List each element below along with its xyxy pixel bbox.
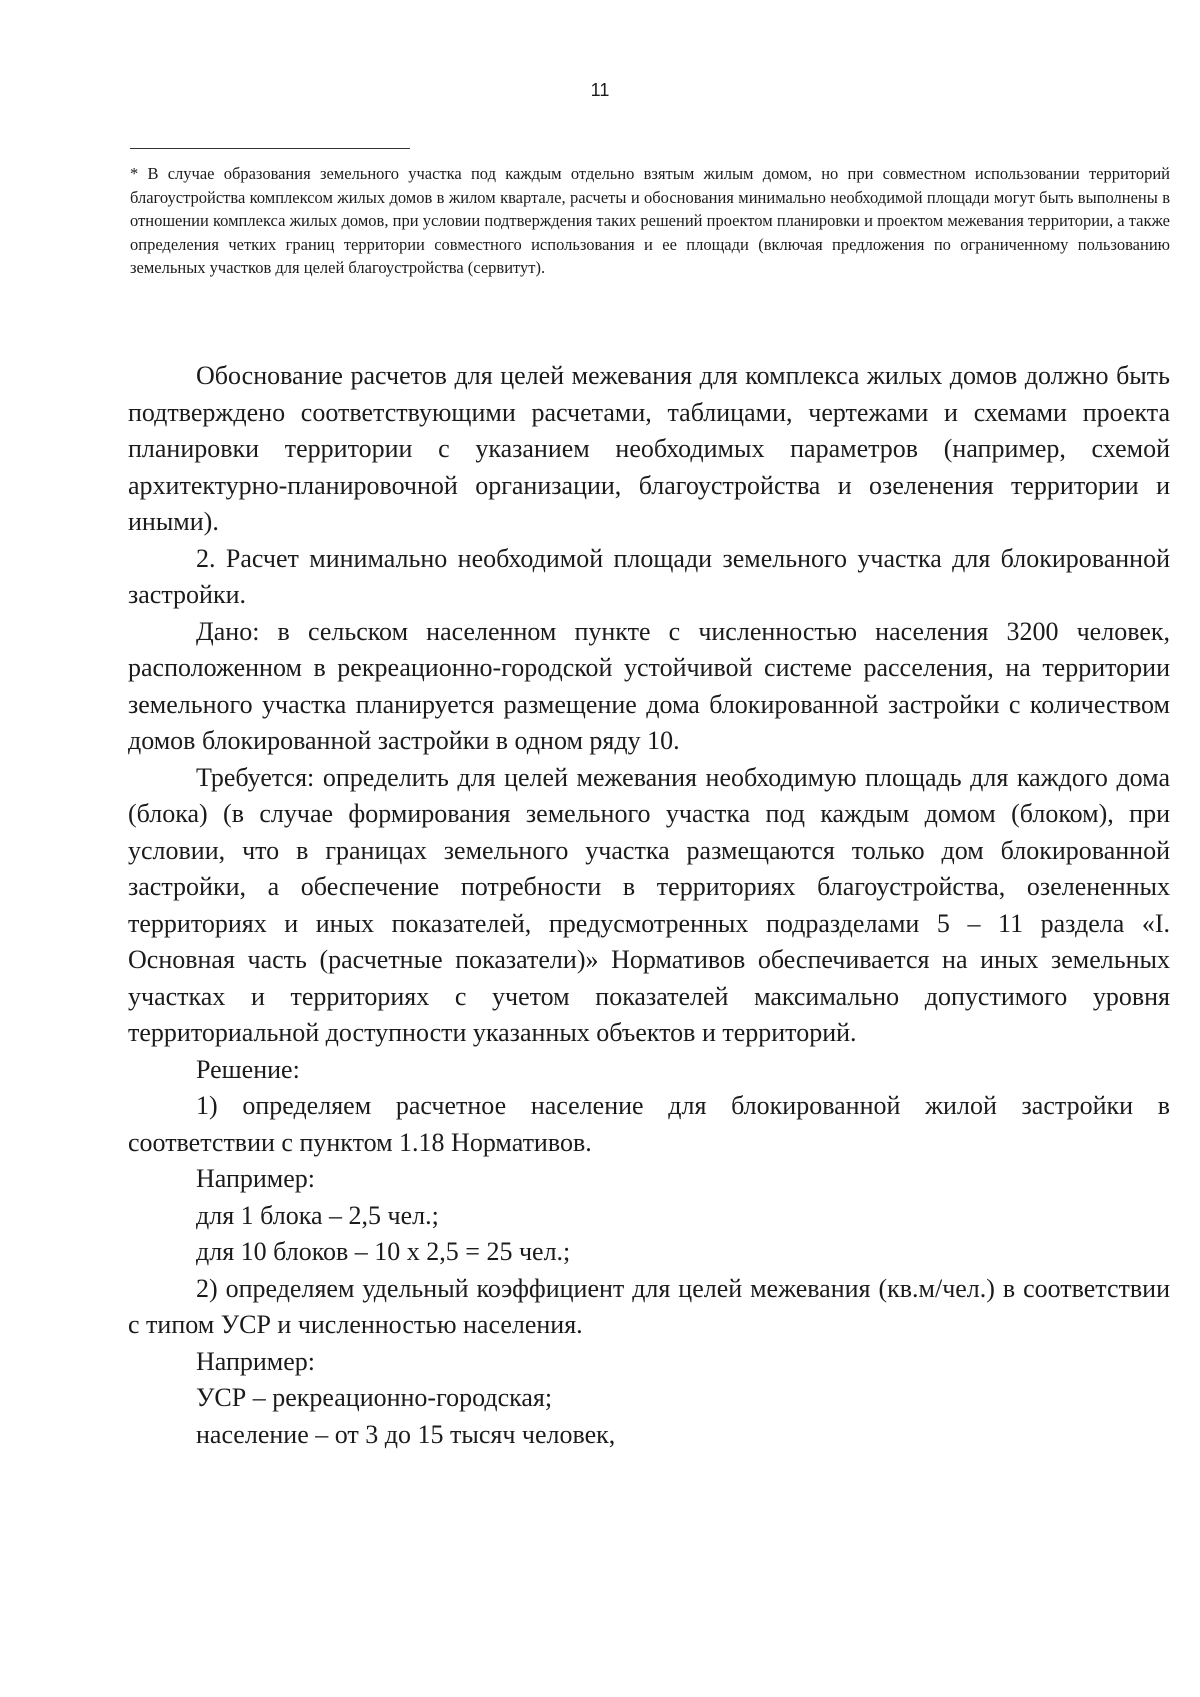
section-heading: 2. Расчет минимально необходимой площади земельного участка для блокированной застройки. xyxy=(128,543,1170,609)
example-1-line-2: для 10 блоков – 10 х 2,5 = 25 чел.; xyxy=(196,1237,571,1266)
paragraph-justification: Обоснование расчетов для целей межевания для комплекса жилых домов должно быть подтверждено соответствующими расчетами, таблицами, чертежами и схемами проекта планировки территории с указанием необходимых параметров (например, схемой архитектурно-планировочной организации, благоустройства и озеленения территории и иными). xyxy=(128,361,1170,536)
footnote-divider xyxy=(130,148,410,149)
solution-step-2: 2) определяем удельный коэффициент для целей межевания (кв.м/чел.) в соответствии с типом УСР и численностью населения. xyxy=(128,1273,1170,1339)
footnote: * В случае образования земельного участка под каждым отдельно взятым жилым домом, но при совместном использовании территорий благоустройства комплексом жилых домов в жилом квартале, расчеты и обоснования минимально необходимой площади могут быть выполнены в отношении комплекса жилых домов, при условии подтверждения таких решений проектом планировки и проектом межевания территории, а также определения четких границ территории совместного использования и ее площади (включая предложения по ограниченному пользованию земельных участков для целей благоустройства (сервитут). xyxy=(130,164,1170,277)
example-1-line-1: для 1 блока – 2,5 чел.; xyxy=(196,1200,439,1230)
example-2-line-2: население – от 3 до 15 тысяч человек, xyxy=(196,1419,616,1449)
example-2-label: Например: xyxy=(196,1346,316,1376)
paragraph-given: Дано: в сельском населенном пункте с численностью населения 3200 человек, расположенном в рекреационно-городской устойчивой системе расселения, на территории земельного участка планируется размещение дома блокированной застройки с количеством домов блокированной застройки в одном ряду 10. xyxy=(128,616,1170,755)
main-text xyxy=(128,358,1170,1453)
example-2-line-1: УСР – рекреационно-городская; xyxy=(196,1383,553,1412)
example-1-label: Например: xyxy=(196,1164,316,1193)
paragraph-required: Требуется: определить для целей межевания необходимую площадь для каждого дома (блока) (в случае формирования земельного участка под каждым домом (блоком), при условии, что в границах земельного участка размещаются только дом блокированной застройки, а обеспечение потребности в территориях благоустройства, озелененных территориях и иных показателей, предусмотренных подразделами 5 – 11 раздела «I. Основная часть (расчетные показатели)» Нормативов обеспечивается на иных земельных участках и территориях с учетом показателей максимально допустимого уровня территориальной доступности указанных объектов и территорий. xyxy=(128,762,1170,1047)
solution-step-1: 1) определяем расчетное население для блокированной жилой застройки в соответствии с пунктом 1.18 Нормативов. xyxy=(128,1091,1170,1157)
solution-label: Решение: xyxy=(196,1054,300,1084)
page-number: 11 xyxy=(590,80,610,100)
